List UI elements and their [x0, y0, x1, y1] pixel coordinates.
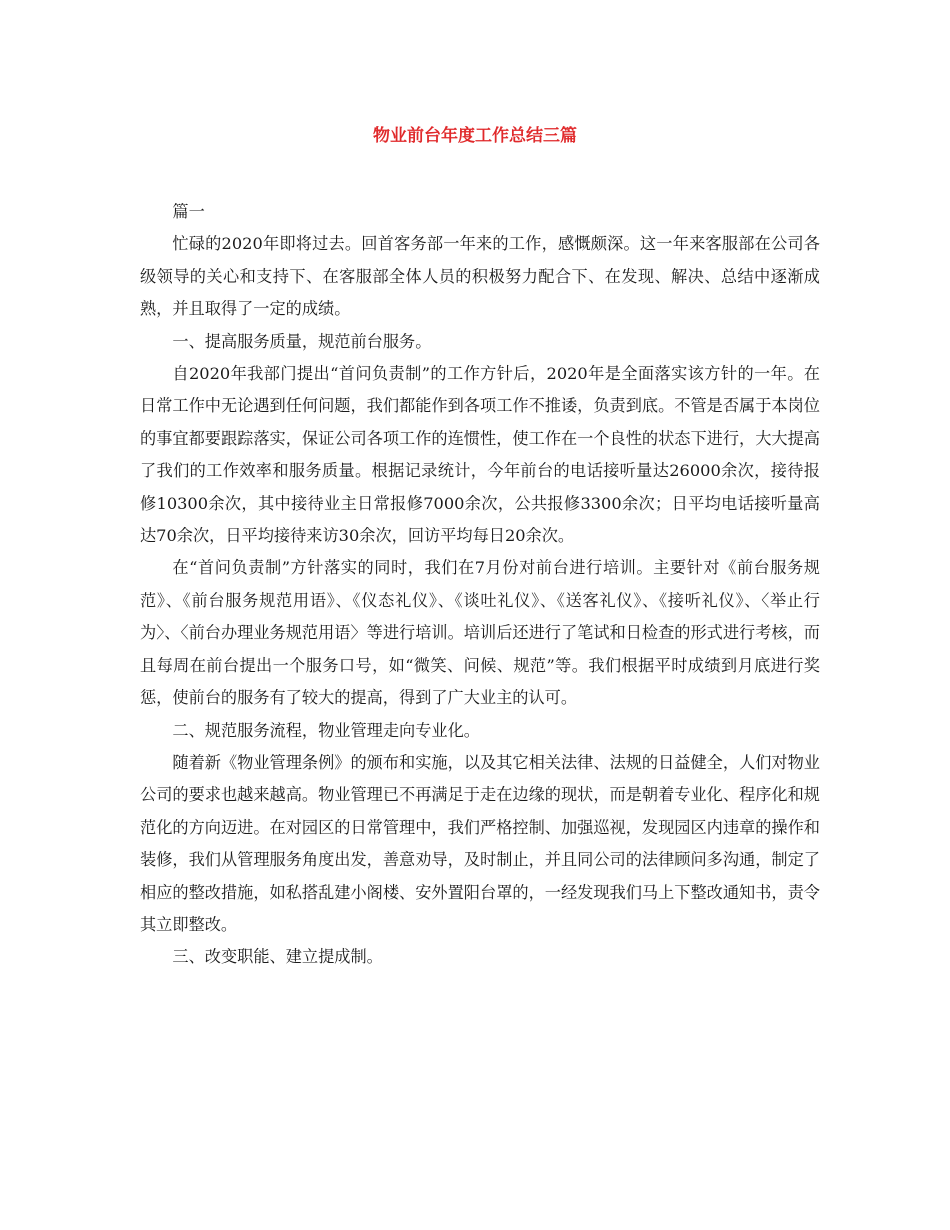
body-paragraph: 在“首问负责制”方针落实的同时，我们在7月份对前台进行培训。主要针对《前台服务规范》、《前台服务规范用语》、《仪态礼仪》、《谈吐礼仪》、《送客礼仪》、《接听礼仪》、〈举止行为〉、〈前台办理业务规范用语〉等进行培训。培训后还进行了笔试和日检查的形式进行考核，而且每周在前台提出一个服务口号，如“微笑、问候、规范”等。我们根据平时成绩到月底进行奖惩，使前台的服务有了较大的提高，得到了广大业主的认可。 — [140, 558, 820, 708]
document-body — [140, 196, 820, 974]
body-paragraph: 自2020年我部门提出“首问负责制”的工作方针后，2020年是全面落实该方针的一年。在日常工作中无论遇到任何问题，我们都能作到各项工作不推诿，负责到底。不管是否属于本岗位的事宜都要跟踪落实，保证公司各项工作的连惯性，使工作在一个良性的状态下进行，大大提高了我们的工作效率和服务质量。根据记录统计，今年前台的电话接听量达26000余次，接待报修10300余次，其中接待业主日常报修7000余次，公共报修3300余次；日平均电话接听量高达70余次，日平均接待来访30余次，回访平均每日20余次。 — [140, 364, 820, 546]
section-heading: 一、提高服务质量，规范前台服务。 — [172, 331, 432, 351]
body-paragraph: 随着新《物业管理条例》的颁布和实施，以及其它相关法律、法规的日益健全，人们对物业公司的要求也越来越高。物业管理已不再满足于走在边缘的现状，而是朝着专业化、程序化和规范化的方向迈进。在对园区的日常管理中，我们严格控制、加强巡视，发现园区内违章的操作和装修，我们从管理服务角度出发，善意劝导，及时制止，并且同公司的法律顾问多沟通，制定了相应的整改措施，如私搭乱建小阁楼、安外置阳台罩的，一经发现我们马上下整改通知书，责令其立即整改。 — [140, 752, 820, 934]
body-paragraph: 忙碌的2020年即将过去。回首客务部一年来的工作，感慨颇深。这一年来客服部在公司各级领导的关心和支持下、在客服部全体人员的积极努力配合下、在发现、解决、总结中逐渐成熟，并且取得了一定的成绩。 — [140, 234, 820, 319]
section-heading: 三、改变职能、建立提成制。 — [172, 947, 383, 967]
section-heading: 二、规范服务流程，物业管理走向专业化。 — [172, 720, 480, 740]
document-title: 物业前台年度工作总结三篇 — [373, 126, 577, 146]
section-heading-part-one: 篇一 — [172, 202, 205, 221]
